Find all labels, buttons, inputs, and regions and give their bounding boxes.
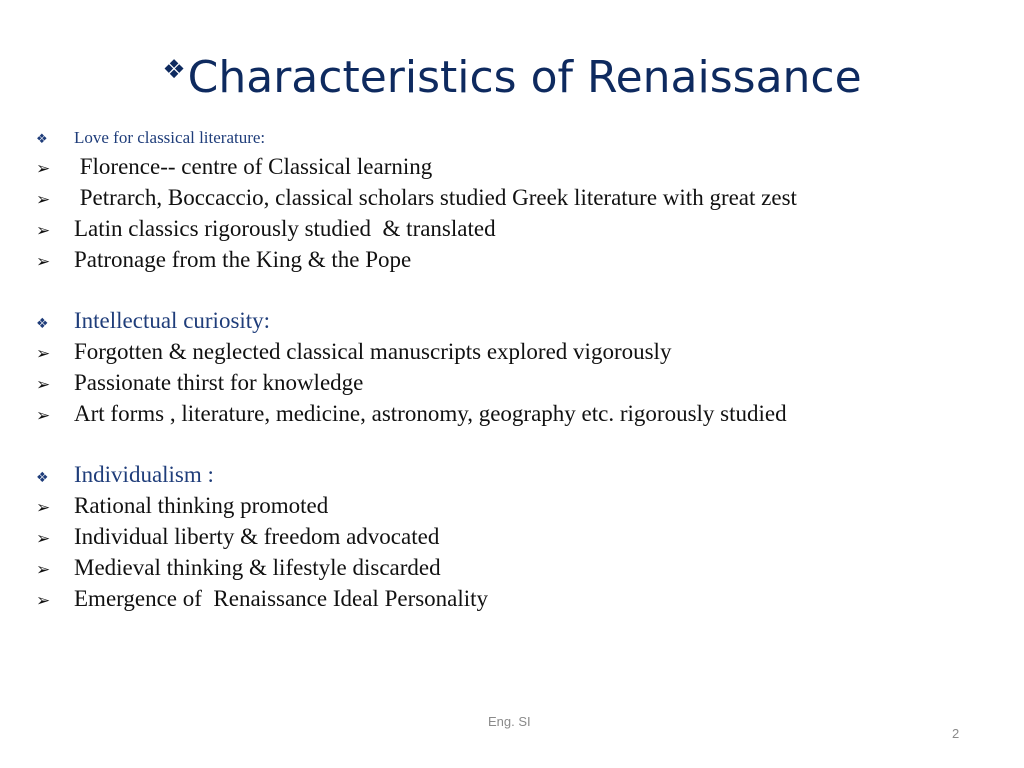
list-item-text: Florence-- centre of Classical learning xyxy=(74,154,433,179)
list-item xyxy=(36,339,996,370)
diamond-bullet-icon: ❖ xyxy=(36,470,49,486)
arrow-bullet-icon: ➢ xyxy=(36,406,51,426)
section-heading: Intellectual curiosity: xyxy=(74,308,271,333)
list-item xyxy=(36,185,996,216)
arrow-bullet-icon: ➢ xyxy=(36,252,51,272)
section-heading-row xyxy=(36,308,996,339)
list-item xyxy=(36,493,996,524)
diamond-bullet-icon: ❖ xyxy=(36,316,49,332)
list-item xyxy=(36,555,996,586)
list-item-text: Rational thinking promoted xyxy=(74,493,329,518)
slide-content xyxy=(36,128,996,617)
arrow-bullet-icon: ➢ xyxy=(36,529,51,549)
arrow-bullet-icon: ➢ xyxy=(36,190,51,210)
arrow-bullet-icon: ➢ xyxy=(36,560,51,580)
diamond-bullet-icon: ❖ xyxy=(162,55,186,85)
slide-title-text: Characteristics of Renaissance xyxy=(187,52,862,103)
list-item-text: Latin classics rigorously studied & translated xyxy=(74,216,496,241)
list-item-text: Medieval thinking & lifestyle discarded xyxy=(74,555,441,580)
section-classical-literature xyxy=(36,128,996,278)
section-heading-row xyxy=(36,128,996,154)
arrow-bullet-icon: ➢ xyxy=(36,591,51,611)
section-intellectual-curiosity xyxy=(36,308,996,432)
list-item-text: Passionate thirst for knowledge xyxy=(74,370,364,395)
list-item xyxy=(36,216,996,247)
slide-title xyxy=(0,40,1024,108)
arrow-bullet-icon: ➢ xyxy=(36,498,51,518)
footer-text: Eng. SI xyxy=(488,714,531,729)
list-item-text: Petrarch, Boccaccio, classical scholars studied Greek literature with great zest xyxy=(74,185,797,210)
section-individualism xyxy=(36,462,996,617)
list-item xyxy=(36,154,996,185)
arrow-bullet-icon: ➢ xyxy=(36,221,51,241)
list-item-text: Emergence of Renaissance Ideal Personality xyxy=(74,586,489,611)
list-item xyxy=(36,370,996,401)
list-item xyxy=(36,586,996,617)
arrow-bullet-icon: ➢ xyxy=(36,344,51,364)
list-item xyxy=(36,524,996,555)
arrow-bullet-icon: ➢ xyxy=(36,375,51,395)
list-item xyxy=(36,247,996,278)
section-heading: Love for classical literature: xyxy=(74,128,266,147)
list-item xyxy=(36,401,996,432)
arrow-bullet-icon: ➢ xyxy=(36,159,51,179)
list-item-text: Patronage from the King & the Pope xyxy=(74,247,412,272)
section-heading-row xyxy=(36,462,996,493)
list-item-text: Forgotten & neglected classical manuscripts explored vigorously xyxy=(74,339,672,364)
page-number: 2 xyxy=(952,726,960,741)
list-item-text: Individual liberty & freedom advocated xyxy=(74,524,440,549)
diamond-bullet-icon: ❖ xyxy=(36,132,48,147)
list-item-text: Art forms , literature, medicine, astronomy, geography etc. rigorously studied xyxy=(74,401,787,426)
section-heading: Individualism : xyxy=(74,462,214,487)
